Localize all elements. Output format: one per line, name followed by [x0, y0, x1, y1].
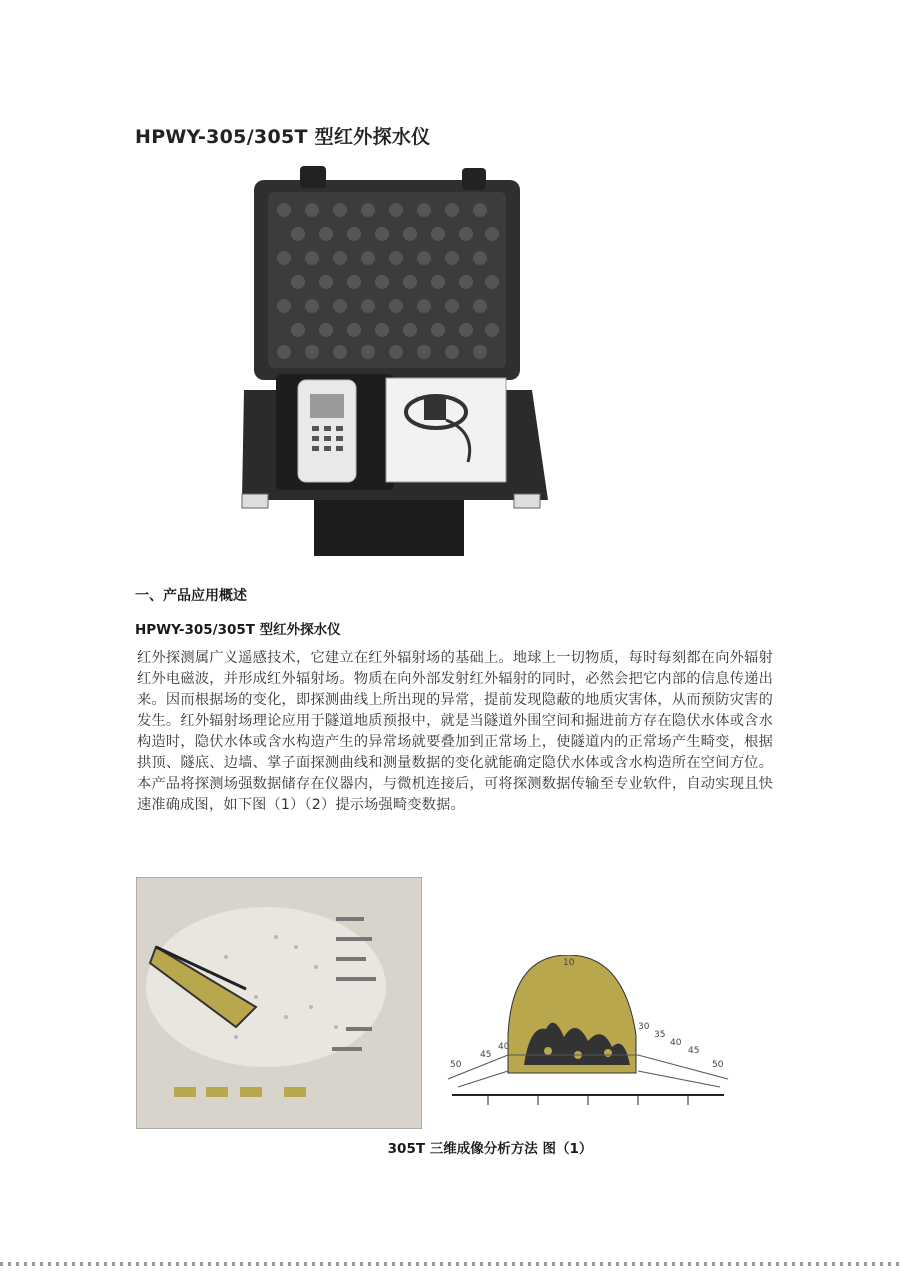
overview-paragraph: 红外探测属广义遥感技术，它建立在红外辐射场的基础上。地球上一切物质，每时每刻都在向外辐射红外电磁波，并形成红外辐射场。物质在向外部发射红外辐射的同时，必然会把它内部的信息传递出来。因而根据场的变化，即探测曲线上所出现的异常，提前发现隐蔽的地质灾害体，从而预防灾害的发生。红外辐射场理论应用于隧道地质预报中，就是当隧道外围空间和掘进前方存在隐伏水体或含水构造时，隐伏水体或含水构造产生的异常场就要叠加到正常场上，使隧道内的正常场产生畸变，根据拱顶、隧底、边墙、掌子面探测曲线和测量数据的变化就能确定隐伏水体或含水构造所在空间方位。本产品将探测场强数据储存在仪器内，与微机连接后，可将探测数据传输至专业软件，自动实现且快速准确成图，如下图（1）（2）提示场强畸变数据。	[137, 650, 773, 813]
figure-caption: 305T 三维成像分析方法 图（1）	[387, 1141, 593, 1157]
axis-label-left-inner: 40	[498, 1042, 510, 1052]
3d-imaging-screenshot	[136, 877, 422, 1129]
footer-dotted-rule	[0, 1262, 900, 1266]
instrument-case-photo	[236, 162, 554, 566]
document-title: HPWY-305/305T 型红外探水仪	[135, 126, 431, 148]
tunnel-profile-diagram	[438, 955, 734, 1115]
section-subheading: HPWY-305/305T 型红外探水仪	[135, 622, 341, 638]
axis-label-right-3: 40	[670, 1038, 682, 1048]
axis-label-left-mid: 45	[480, 1050, 492, 1060]
axis-label-right-1: 30	[638, 1022, 650, 1032]
axis-label-top: 10	[563, 958, 575, 968]
axis-label-left-outer: 50	[450, 1060, 462, 1070]
axis-label-right-outer: 50	[712, 1060, 724, 1070]
section-heading: 一、产品应用概述	[135, 588, 247, 604]
axis-label-right-4: 45	[688, 1046, 700, 1056]
axis-label-right-2: 35	[654, 1030, 666, 1040]
